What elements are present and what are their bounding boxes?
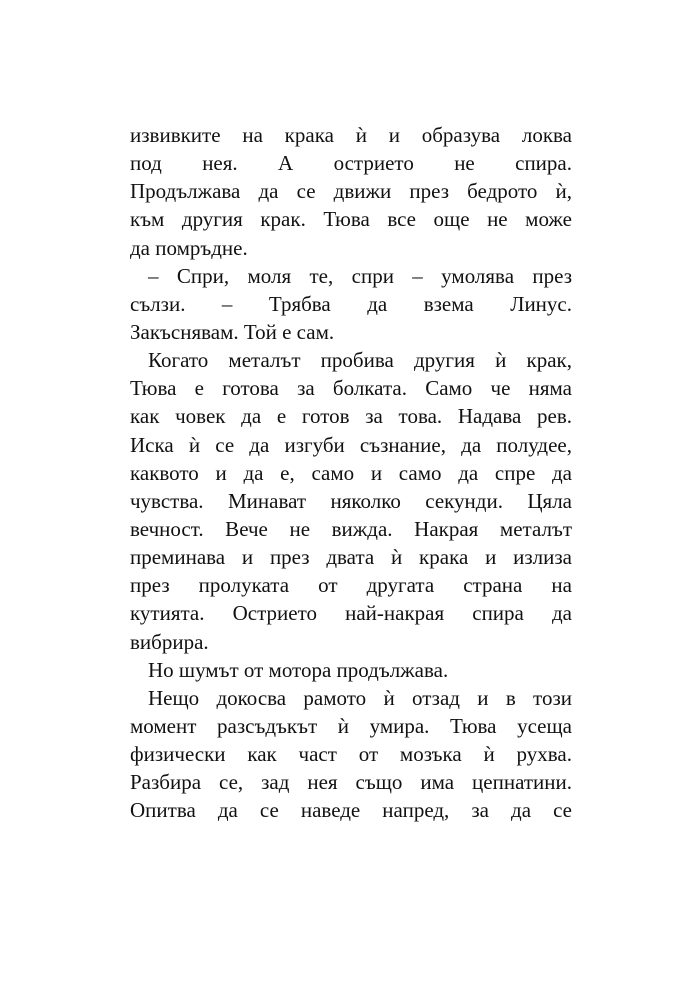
text-line: Опитва да се наведе напред, за да се xyxy=(130,798,572,823)
text-line: под нея. А острието не спира. xyxy=(130,151,572,176)
text-line: Закъснявам. Той е сам. xyxy=(130,319,335,344)
text-line: чувства. Минават няколко секунди. Цяла xyxy=(130,488,572,513)
text-line: – Спри, моля те, спри – умолява през xyxy=(148,263,572,288)
text-line: Когато металът пробива другия ѝ крак, xyxy=(148,348,572,373)
text-line: Но шумът от мотора продължава. xyxy=(148,657,449,682)
text-line: към другия крак. Тюва все още не може xyxy=(130,207,572,232)
text-line: през пролуката от другата страна на xyxy=(130,573,572,598)
text-line: Тюва е готова за болката. Само че няма xyxy=(130,376,572,401)
text-line: Нещо докосва рамото ѝ отзад и в този xyxy=(148,685,572,710)
text-line: Разбира се, зад нея също има цепнатини. xyxy=(130,770,572,795)
text-line: извивките на крака ѝ и образува локва xyxy=(130,123,572,147)
text-line: Иска ѝ се да изгуби съзнание, да полудее, xyxy=(130,432,572,457)
text-line: преминава и през двата ѝ крака и излиза xyxy=(130,545,572,570)
text-line: каквото и да е, само и само да спре да xyxy=(130,460,572,485)
text-line: да помръдне. xyxy=(130,235,248,260)
text-line: вечност. Вече не вижда. Накрая металът xyxy=(130,516,572,541)
text-line: сълзи. – Трябва да взема Линус. xyxy=(130,291,572,316)
text-line: момент разсъдъкът ѝ умира. Тюва усеща xyxy=(130,713,572,738)
text-line: кутията. Острието най-накрая спира да xyxy=(130,601,572,626)
text-line: Продължава да се движи през бедрото ѝ, xyxy=(130,179,572,204)
text-line: как човек да е готов за това. Надава рев. xyxy=(130,404,572,429)
text-line: вибрира. xyxy=(130,629,209,654)
body-text xyxy=(130,121,572,825)
text-line: физически как част от мозъка ѝ рухва. xyxy=(130,742,572,767)
